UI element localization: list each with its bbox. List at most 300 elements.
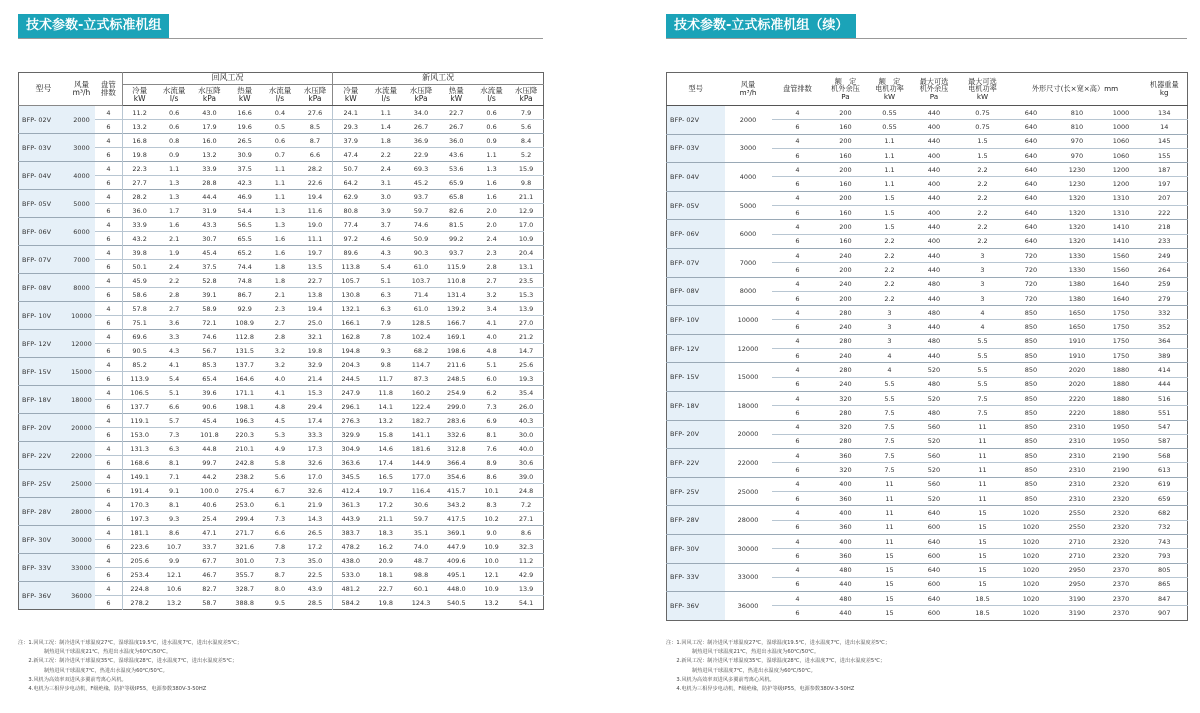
value-cell: 131.5 [227,344,262,358]
table-row [19,246,544,260]
table-row [19,344,544,358]
value-cell: 533.0 [333,568,368,582]
table-row [19,120,544,134]
value-cell: 153.0 [122,428,156,442]
value-cell: 2.2 [868,277,912,291]
value-cell: 37.9 [333,134,368,148]
coil-rows-cell: 6 [772,177,824,191]
value-cell: 560 [912,449,957,463]
airflow-cell: 12000 [68,330,95,358]
left-subheader-col [192,85,227,106]
value-cell: 87.3 [403,372,438,386]
value-cell: 11 [957,449,1009,463]
value-cell: 2.2 [957,163,1009,177]
value-cell: 36.0 [439,134,474,148]
value-cell: 145 [1142,134,1188,148]
value-cell: 1330 [1054,263,1101,277]
value-cell: 720 [1009,277,1054,291]
value-cell: 2.7 [262,316,297,330]
table-row [19,498,544,512]
coil-rows-cell: 6 [772,291,824,305]
value-cell: 13.2 [122,120,156,134]
value-cell: 850 [1009,449,1054,463]
value-cell: 280 [824,406,868,420]
value-cell: 1.7 [157,204,192,218]
value-cell: 850 [1009,391,1054,405]
value-cell: 352 [1142,320,1188,334]
value-cell: 35.0 [298,554,333,568]
value-cell: 113.8 [333,260,368,274]
value-cell: 5.3 [262,428,297,442]
coil-rows-cell: 6 [772,606,824,620]
value-cell: 720 [1009,291,1054,305]
value-cell: 412.4 [333,484,368,498]
coil-rows-cell: 6 [95,568,122,582]
model-cell: BFP- 05V [19,190,68,218]
coil-rows-cell: 4 [772,248,824,262]
model-cell: BFP- 06V [667,220,725,249]
value-cell: 205.6 [122,554,156,568]
value-cell: 1.6 [474,190,509,204]
value-cell: 160 [824,177,868,191]
value-cell: 7.5 [868,449,912,463]
value-cell: 1910 [1054,334,1101,348]
value-cell: 4.9 [262,442,297,456]
value-cell: 198.1 [227,400,262,414]
model-cell: BFP- 18V [667,391,725,420]
coil-rows-cell: 6 [95,596,122,610]
airflow-cell: 3000 [725,134,772,163]
value-cell: 32.9 [298,358,333,372]
value-cell: 283.6 [439,414,474,428]
value-cell: 10.0 [474,554,509,568]
value-cell: 18.5 [957,606,1009,620]
value-cell: 1060 [1101,134,1142,148]
value-cell: 329.9 [333,428,368,442]
value-cell: 1.8 [368,134,403,148]
value-cell: 1020 [1009,520,1054,534]
value-cell: 0.55 [868,106,912,120]
value-cell: 98.8 [403,568,438,582]
value-cell: 2950 [1054,563,1101,577]
coil-rows-cell: 4 [95,470,122,484]
value-cell: 2310 [1054,463,1101,477]
value-cell: 8.7 [298,134,333,148]
value-cell: 2710 [1054,534,1101,548]
value-cell: 296.1 [333,400,368,414]
table-row [19,442,544,456]
value-cell: 65.2 [227,246,262,260]
value-cell: 17.2 [368,498,403,512]
value-cell: 278.2 [122,596,156,610]
value-cell: 481.2 [333,582,368,596]
right-title-rule [666,38,1187,39]
left-subheader-col [227,85,262,106]
value-cell: 11 [868,477,912,491]
left-header-return-air: 回风工况 [122,73,333,85]
value-cell: 21.4 [298,372,333,386]
value-cell: 2.1 [262,288,297,302]
model-cell: BFP- 20V [19,414,68,442]
value-cell: 187 [1142,163,1188,177]
coil-rows-cell: 6 [772,577,824,591]
value-cell: 170.3 [122,498,156,512]
value-cell: 160 [824,234,868,248]
value-cell: 7.8 [262,540,297,554]
note-line: 注：1.回风工况：制冷进风干球温度27℃，湿球温度19.5℃，进水温度7℃，进出水温度差5℃； [666,640,891,646]
airflow-cell: 7000 [68,246,95,274]
coil-rows-cell: 4 [772,134,824,148]
value-cell: 440 [912,320,957,334]
value-cell: 27.0 [509,316,543,330]
value-cell: 480 [912,334,957,348]
coil-rows-cell: 6 [95,344,122,358]
value-cell: 2.4 [157,260,192,274]
value-cell: 304.9 [333,442,368,456]
value-cell: 440 [912,191,957,205]
left-subheader-unit: kPa [414,94,428,103]
left-subheader-col [262,85,297,106]
value-cell: 23.5 [509,274,543,288]
value-cell: 69.3 [403,162,438,176]
value-cell: 361.3 [333,498,368,512]
left-subheader-name: 热量 [237,86,253,96]
value-cell: 222 [1142,206,1188,220]
value-cell: 92.9 [227,302,262,316]
value-cell: 480 [912,306,957,320]
value-cell: 1.3 [157,176,192,190]
value-cell: 15 [957,577,1009,591]
value-cell: 253.4 [122,568,156,582]
value-cell: 1950 [1101,434,1142,448]
airflow-cell: 33000 [725,563,772,592]
value-cell: 100.0 [192,484,227,498]
value-cell: 5.6 [262,470,297,484]
value-cell: 495.1 [439,568,474,582]
value-cell: 619 [1142,477,1188,491]
value-cell: 16.0 [192,134,227,148]
value-cell: 332.6 [439,428,474,442]
value-cell: 11 [957,492,1009,506]
value-cell: 194.8 [333,344,368,358]
value-cell: 39.1 [192,288,227,302]
value-cell: 7.5 [868,463,912,477]
value-cell: 1.6 [262,232,297,246]
right-header-col: 外形尺寸(长×宽×高）mm [1009,73,1142,106]
value-cell: 200 [824,220,868,234]
coil-rows-cell: 4 [772,534,824,548]
value-cell: 220.3 [227,428,262,442]
value-cell: 22.7 [298,274,333,288]
value-cell: 8.1 [474,428,509,442]
value-cell: 40.0 [509,442,543,456]
airflow-cell: 8000 [725,277,772,306]
value-cell: 160 [824,206,868,220]
value-cell: 640 [1009,206,1054,220]
value-cell: 2.4 [368,162,403,176]
coil-rows-cell: 6 [772,320,824,334]
value-cell: 1000 [1101,106,1142,120]
value-cell: 90.3 [403,246,438,260]
value-cell: 112.8 [227,330,262,344]
table-row [19,176,544,190]
value-cell: 10.9 [509,232,543,246]
value-cell: 312.8 [439,442,474,456]
value-cell: 218 [1142,220,1188,234]
value-cell: 15 [868,577,912,591]
value-cell: 240 [824,320,868,334]
value-cell: 46.7 [192,568,227,582]
value-cell: 480 [824,563,868,577]
value-cell: 1200 [1101,177,1142,191]
value-cell: 18.1 [368,568,403,582]
value-cell: 4.1 [474,316,509,330]
value-cell: 42.9 [509,568,543,582]
value-cell: 11 [957,434,1009,448]
value-cell: 2.2 [957,220,1009,234]
value-cell: 366.4 [439,456,474,470]
table-row [667,334,1188,348]
value-cell: 40.3 [509,414,543,428]
left-header-airflow [68,73,95,106]
coil-rows-cell: 4 [95,442,122,456]
value-cell: 1200 [1101,163,1142,177]
value-cell: 31.9 [192,204,227,218]
right-header-col: 最大可选 电机功率 kW [957,73,1009,106]
coil-rows-cell: 4 [95,414,122,428]
value-cell: 547 [1142,420,1188,434]
coil-rows-cell: 6 [772,434,824,448]
value-cell: 1.3 [262,204,297,218]
left-spec-table [18,72,544,610]
value-cell: 181.6 [403,442,438,456]
left-subheader-unit: kPa [202,94,216,103]
value-cell: 57.8 [122,302,156,316]
value-cell: 13.8 [298,288,333,302]
value-cell: 44.8 [192,442,227,456]
value-cell: 15.8 [368,428,403,442]
value-cell: 1000 [1101,120,1142,134]
airflow-cell: 22000 [68,442,95,470]
right-header-col: 盘管排数 [772,73,824,106]
value-cell: 540.5 [439,596,474,610]
value-cell: 20.4 [509,246,543,260]
table-row [19,218,544,232]
coil-rows-cell: 4 [772,163,824,177]
value-cell: 33.3 [298,428,333,442]
left-subheader-unit: l/s [381,94,391,103]
value-cell: 15.3 [509,288,543,302]
value-cell: 520 [912,434,957,448]
airflow-cell: 2000 [725,106,772,135]
coil-rows-cell: 6 [95,232,122,246]
left-subheader-col [333,85,368,106]
value-cell: 299.0 [439,400,474,414]
value-cell: 743 [1142,534,1188,548]
value-cell: 2310 [1054,477,1101,491]
value-cell: 520 [912,391,957,405]
table-row [667,563,1188,577]
value-cell: 60.1 [403,582,438,596]
value-cell: 1.1 [262,176,297,190]
value-cell: 2.2 [368,148,403,162]
value-cell: 11.6 [298,204,333,218]
value-cell: 810 [1054,120,1101,134]
value-cell: 177.0 [403,470,438,484]
value-cell: 247.9 [333,386,368,400]
note-line: 注：1.回风工况：制冷进风干球温度27℃，湿球温度19.5℃，进水温度7℃，进出水温度差5℃； [18,640,243,646]
value-cell: 5.4 [157,372,192,386]
value-cell: 90.5 [122,344,156,358]
airflow-cell: 4000 [68,162,95,190]
table-row [667,306,1188,320]
coil-rows-cell: 4 [772,306,824,320]
table-row [19,288,544,302]
value-cell: 4.8 [474,344,509,358]
value-cell: 149.1 [122,470,156,484]
value-cell: 320 [824,420,868,434]
value-cell: 198.6 [439,344,474,358]
value-cell: 551 [1142,406,1188,420]
value-cell: 1750 [1101,306,1142,320]
value-cell: 3.2 [262,358,297,372]
value-cell: 2.0 [474,218,509,232]
table-row [19,526,544,540]
value-cell: 2.2 [868,248,912,262]
model-cell: BFP- 33V [667,563,725,592]
value-cell: 6.6 [262,526,297,540]
value-cell: 1640 [1101,277,1142,291]
value-cell: 6.7 [262,484,297,498]
value-cell: 7.5 [868,434,912,448]
left-subheader-name: 水流量 [480,86,503,96]
value-cell: 720 [1009,248,1054,262]
value-cell: 1.6 [262,246,297,260]
value-cell: 850 [1009,477,1054,491]
value-cell: 850 [1009,349,1054,363]
value-cell: 18.3 [368,526,403,540]
value-cell: 440 [912,163,957,177]
value-cell: 970 [1054,134,1101,148]
table-row [19,470,544,484]
value-cell: 355.7 [227,568,262,582]
left-subheader-unit: l/s [169,94,179,103]
value-cell: 22.5 [298,568,333,582]
value-cell: 19.8 [122,148,156,162]
value-cell: 1020 [1009,534,1054,548]
value-cell: 43.2 [122,232,156,246]
value-cell: 6.3 [157,442,192,456]
value-cell: 0.55 [868,120,912,134]
value-cell: 8.7 [262,568,297,582]
right-page-title: 技术参数-立式标准机组（续） [666,14,856,38]
coil-rows-cell: 6 [772,120,824,134]
coil-rows-cell: 6 [95,260,122,274]
table-row [19,386,544,400]
coil-rows-cell: 6 [95,456,122,470]
value-cell: 26.0 [509,400,543,414]
value-cell: 280 [824,306,868,320]
value-cell: 19.7 [368,484,403,498]
airflow-cell: 2000 [68,106,95,134]
value-cell: 8.6 [509,526,543,540]
value-cell: 568 [1142,449,1188,463]
value-cell: 5.5 [957,349,1009,363]
right-notes [666,639,890,694]
value-cell: 1.1 [368,106,403,120]
value-cell: 640 [912,506,957,520]
value-cell: 850 [1009,420,1054,434]
table-row [19,316,544,330]
airflow-cell: 15000 [725,363,772,392]
value-cell: 1.8 [262,260,297,274]
value-cell: 613 [1142,463,1188,477]
value-cell: 74.8 [227,274,262,288]
value-cell: 440 [824,577,868,591]
table-row [667,248,1188,262]
value-cell: 45.9 [122,274,156,288]
value-cell: 191.4 [122,484,156,498]
value-cell: 0.4 [262,106,297,120]
table-row [19,414,544,428]
value-cell: 400 [912,234,957,248]
value-cell: 200 [824,291,868,305]
value-cell: 52.8 [192,274,227,288]
value-cell: 732 [1142,520,1188,534]
coil-rows-cell: 4 [772,363,824,377]
value-cell: 65.5 [227,232,262,246]
airflow-cell: 30000 [725,534,772,563]
value-cell: 64.2 [333,176,368,190]
value-cell: 5.5 [868,377,912,391]
value-cell: 2220 [1054,406,1101,420]
value-cell: 197 [1142,177,1188,191]
coil-rows-cell: 4 [772,334,824,348]
value-cell: 17.9 [192,120,227,134]
value-cell: 850 [1009,363,1054,377]
value-cell: 59.7 [403,204,438,218]
value-cell: 1.3 [474,162,509,176]
airflow-cell: 33000 [68,554,95,582]
value-cell: 30.0 [509,428,543,442]
value-cell: 1020 [1009,563,1054,577]
value-cell: 7.5 [957,406,1009,420]
value-cell: 1.3 [262,218,297,232]
value-cell: 11.2 [122,106,156,120]
value-cell: 1750 [1101,349,1142,363]
model-cell: BFP- 28V [19,498,68,526]
airflow-cell: 6000 [68,218,95,246]
coil-rows-cell: 4 [95,498,122,512]
value-cell: 39.0 [509,470,543,484]
value-cell: 21.1 [368,512,403,526]
model-cell: BFP- 25V [667,477,725,506]
value-cell: 74.6 [403,218,438,232]
value-cell: 1320 [1054,234,1101,248]
value-cell: 11.2 [509,554,543,568]
table-row [667,363,1188,377]
airflow-cell: 22000 [725,449,772,478]
value-cell: 82.6 [439,204,474,218]
value-cell: 9.3 [157,512,192,526]
value-cell: 8.1 [157,456,192,470]
value-cell: 1060 [1101,148,1142,162]
value-cell: 110.8 [439,274,474,288]
value-cell: 233 [1142,234,1188,248]
value-cell: 1.3 [157,190,192,204]
value-cell: 15 [957,549,1009,563]
coil-rows-cell: 4 [95,582,122,596]
